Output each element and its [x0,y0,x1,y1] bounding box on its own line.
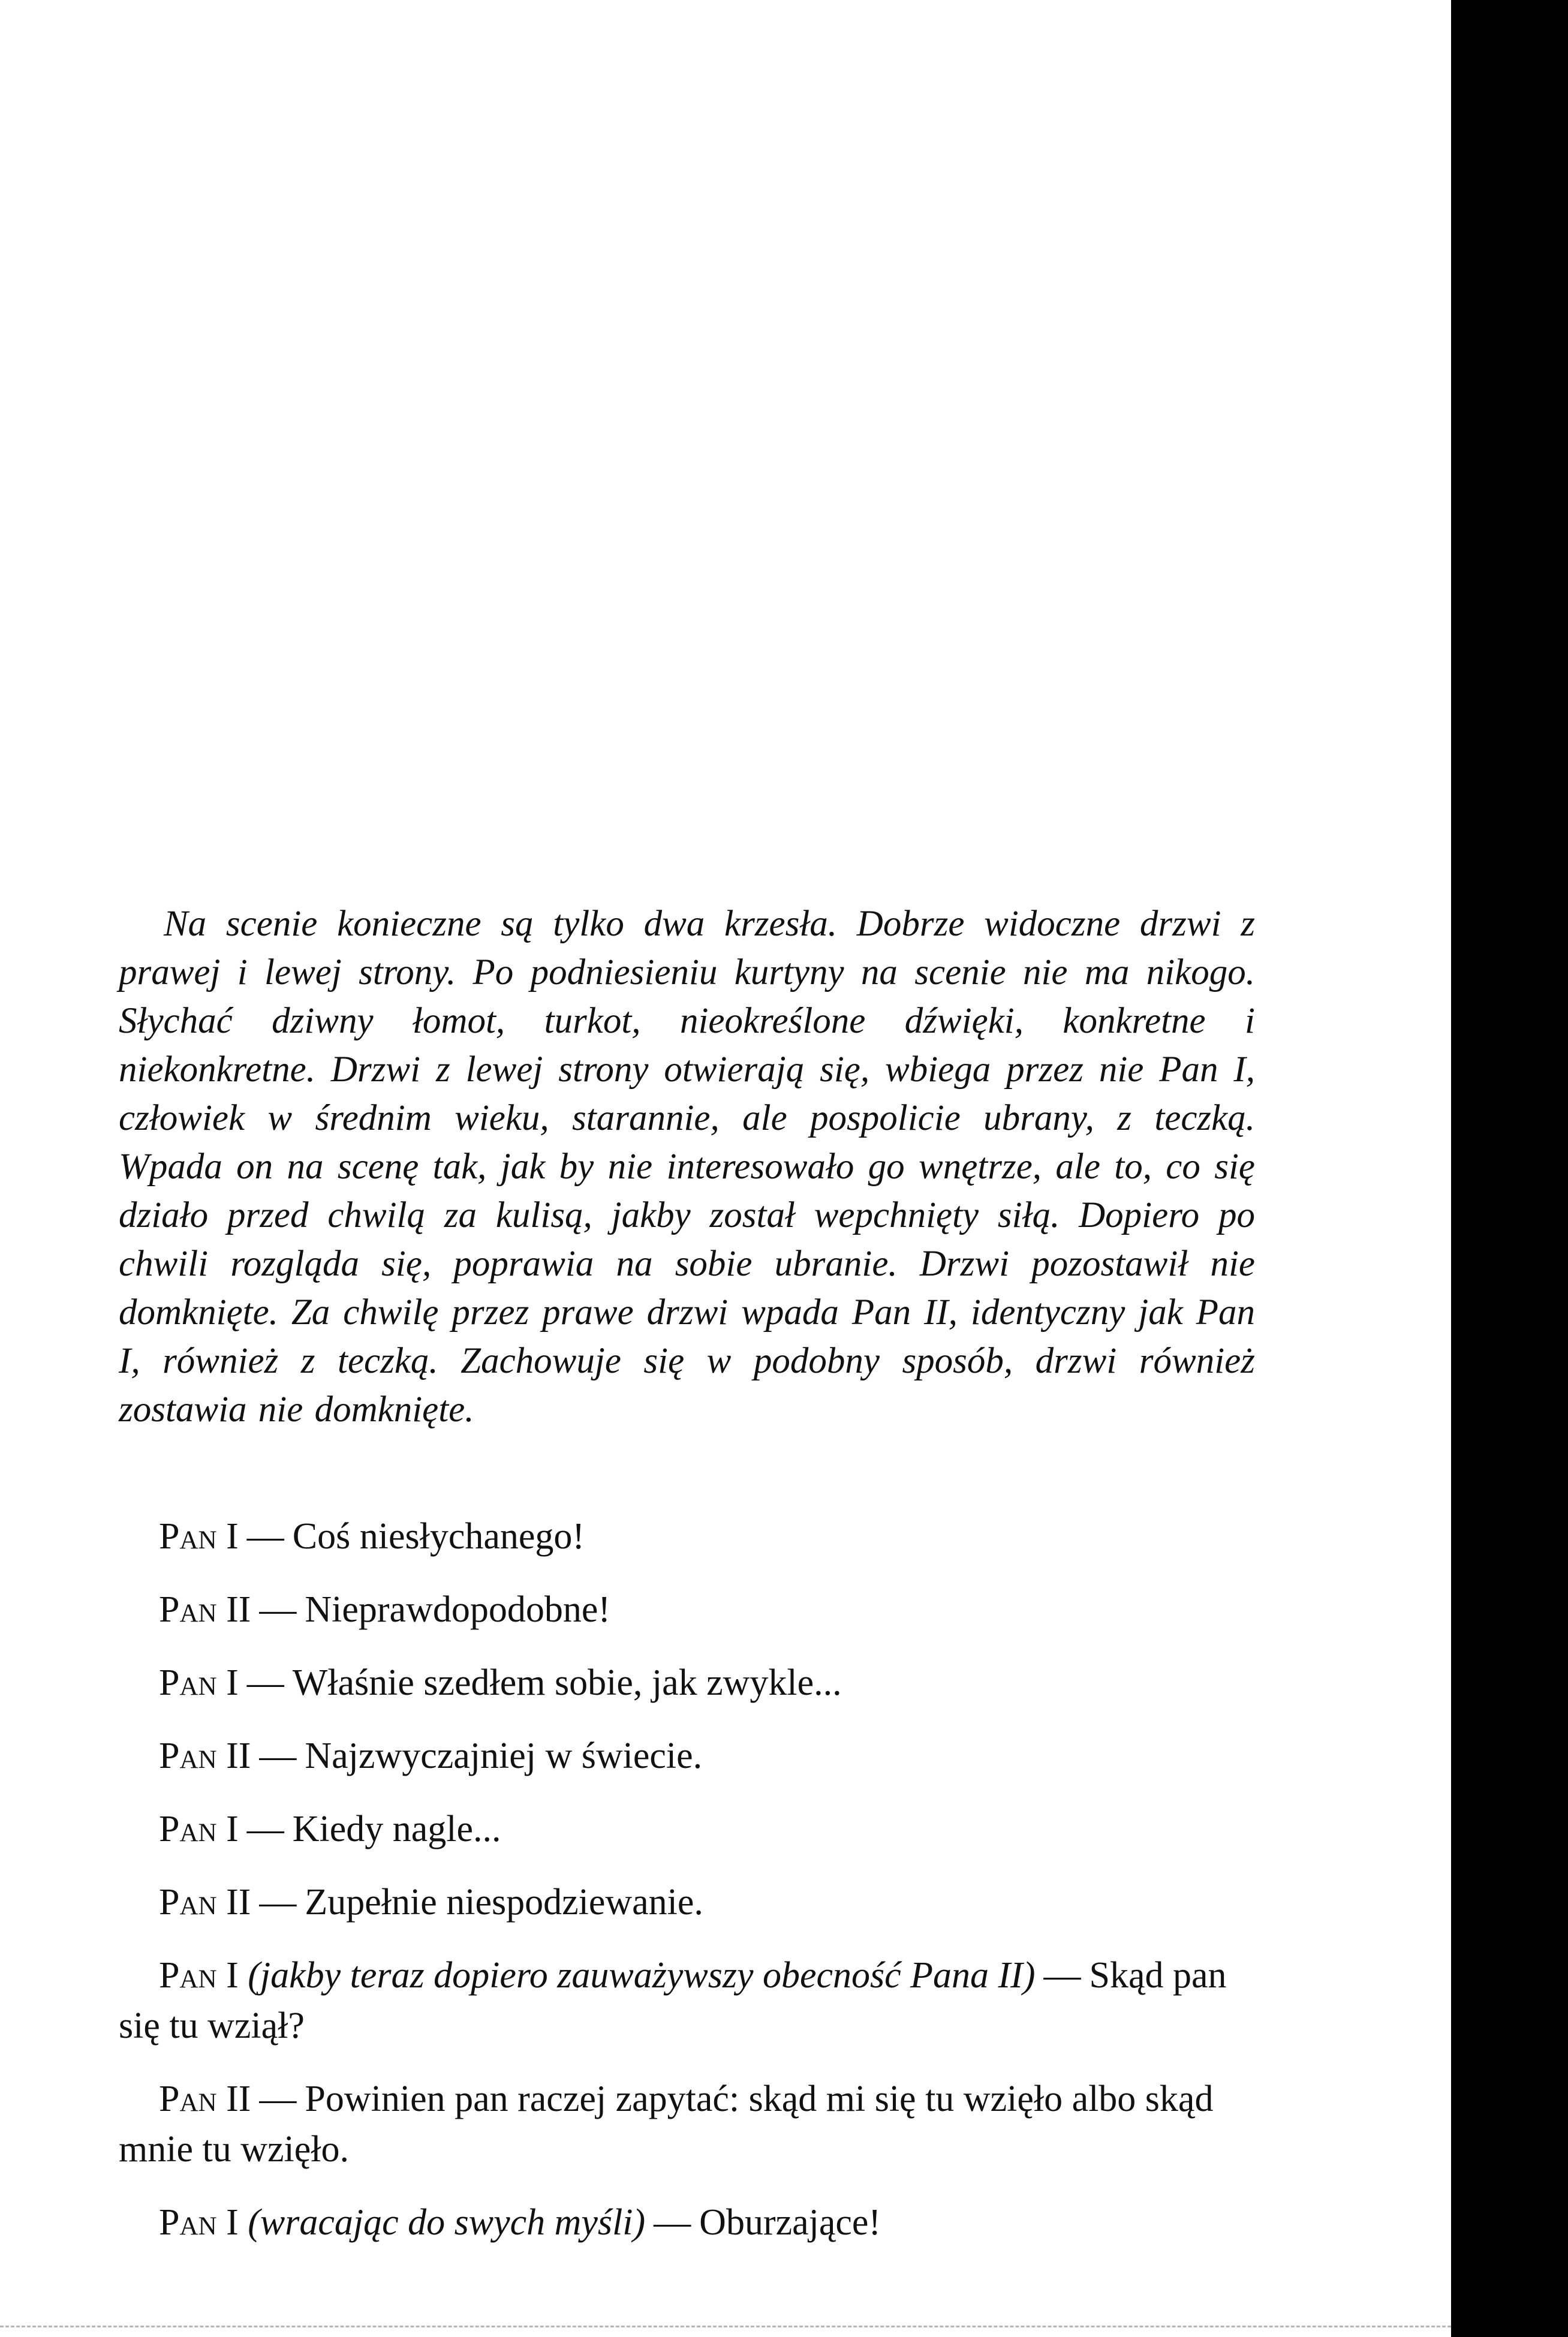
dialogue-text: Nieprawdopodobne! [305,1589,611,1630]
dialogue-text: Coś niesłychanego! [292,1516,585,1557]
dialogue-line [119,2074,1255,2174]
dialogue-line [119,1950,1255,2051]
speaker-name: Pan II [159,1736,251,1776]
dialogue [119,1511,1255,2270]
stage-direction: Na scenie konieczne są tylko dwa krzesła. Dobrze widoczne drzwi z prawej i lewej strony. Po podniesieniu kurtyny na scenie nie ma nikogo. Słychać dziwny łomot, turkot, nieokreślone dźwięki, konkretne i niekonkretne. Drzwi z lewej strony otwierają się, wbiega przez nie Pan I, człowiek w średnim wieku, starannie, ale pospolicie ubrany, z teczką. Wpada on na scenę tak, jak by nie interesowało go wnętrze, ale to, co się działo przed chwilą za kulisą, jakby został wepchnięty siłą. Dopiero po chwili rozgląda się, poprawia na sobie ubranie. Drzwi pozostawił nie domknięte. Za chwilę przez prawe drzwi wpada Pan II, identyczny jak Pan I, również z teczką. Zachowuje się w podobny sposób, drzwi również zostawia nie domknięte. [119,904,1255,1430]
scan-edge-shadow [1451,0,1568,2337]
stage-aside: (jakby teraz dopiero zauważywszy obecność Pana II) [248,1955,1036,1996]
dialogue-line [119,1804,1255,1854]
em-dash: — [246,1662,284,1703]
speaker-name: Pan I [159,1809,239,1849]
dialogue-text: Skąd pan się tu wziął? [119,1955,1227,2046]
em-dash: — [246,1809,284,1849]
em-dash: — [259,1882,297,1923]
speaker-name: Pan I [159,1955,239,1996]
dialogue-text: Powinien pan raczej zapytać: skąd mi się tu wzięło albo skąd mnie tu wzięło. [119,2079,1214,2170]
speaker-name: Pan I [159,1662,239,1703]
dialogue-text: Właśnie szedłem sobie, jak zwykle... [292,1662,842,1703]
em-dash: — [259,2079,297,2119]
speaker-name: Pan I [159,1516,239,1557]
speaker-name: Pan II [159,1882,251,1923]
dialogue-text: Kiedy nagle... [292,1809,501,1849]
dialogue-line [119,1731,1255,1781]
em-dash: — [259,1589,297,1630]
dialogue-text: Najzwyczajniej w świecie. [305,1736,703,1776]
dialogue-line [119,1658,1255,1708]
dialogue-text: Oburzające! [699,2202,881,2243]
em-dash: — [259,1736,297,1776]
speaker-name: Pan I [159,2202,239,2243]
em-dash: — [246,1516,284,1557]
dialogue-line [119,1584,1255,1635]
speaker-name: Pan II [159,1589,251,1630]
em-dash: — [654,2202,691,2243]
em-dash: — [1043,1955,1081,1996]
stage-aside: (wracając do swych myśli) [248,2202,646,2243]
dialogue-line [119,2197,1255,2248]
speaker-name: Pan II [159,2079,251,2119]
scan-bottom-edge [0,2326,1451,2327]
dialogue-text: Zupełnie niespodziewanie. [305,1882,703,1923]
dialogue-line [119,1877,1255,1927]
dialogue-line [119,1511,1255,1562]
